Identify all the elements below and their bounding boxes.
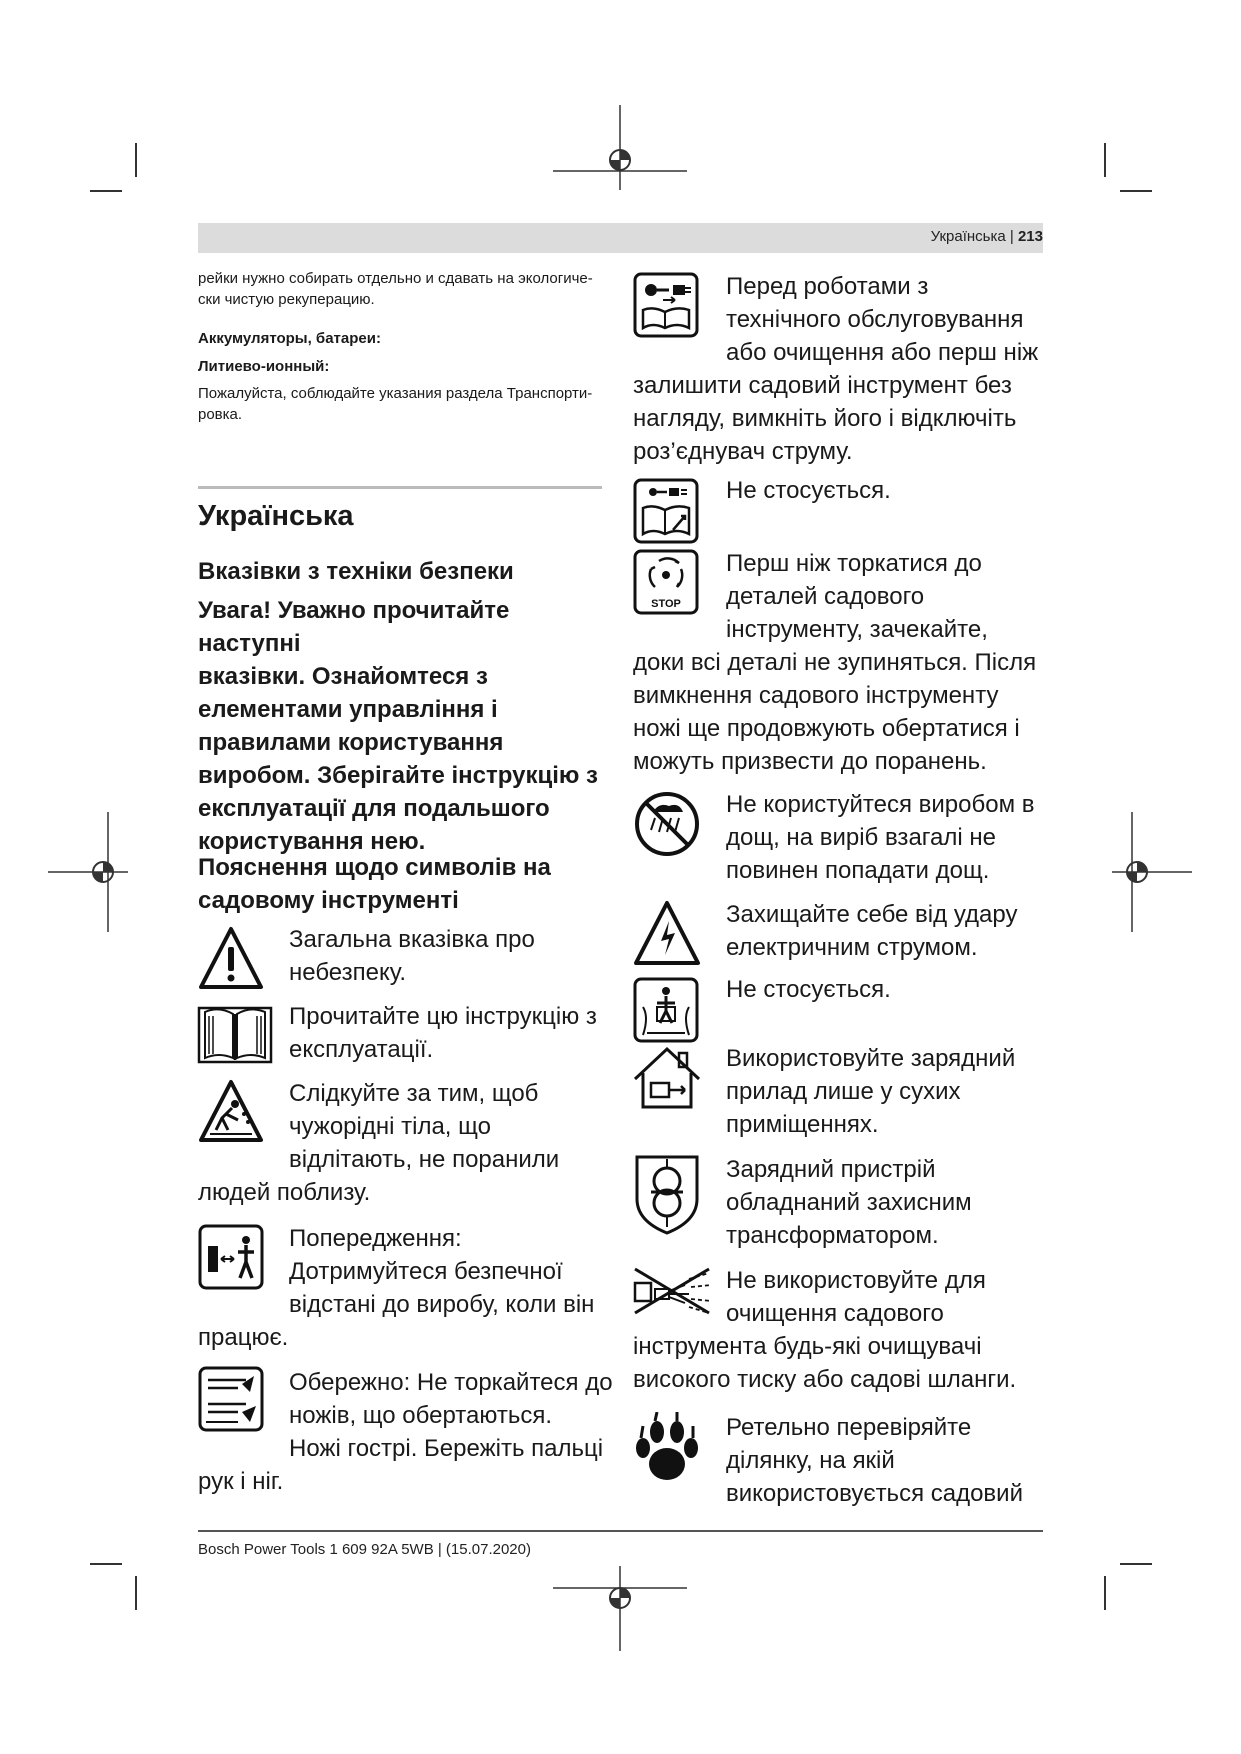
safety-transformer-icon xyxy=(631,1153,703,1235)
li-ion-heading: Литиево-ионный: xyxy=(198,358,330,375)
text-line: Увага! Уважно прочитайте наступні xyxy=(198,597,510,657)
text-line: високого тиску або садові шланги. xyxy=(633,1366,1017,1393)
operator-icon xyxy=(633,977,699,1043)
symbol-description-wrap xyxy=(633,1330,1053,1396)
text-line: Пожалуйста, соблюдайте указания раздела Транспорти- xyxy=(198,385,593,402)
text-line: виробом. Зберігайте інструкцію з xyxy=(198,762,598,789)
text-line: Пояснення щодо символів на xyxy=(198,854,551,881)
text-line: рейки нужно собирать отдельно и сдавать на экологиче- xyxy=(198,270,593,287)
text-line: обладнаний захисним xyxy=(726,1189,972,1216)
registration-mark-icon xyxy=(553,105,687,195)
registration-mark-icon xyxy=(553,1566,687,1656)
text-line: інструмента будь-які очищувачі xyxy=(633,1333,982,1360)
no-pressure-washer-icon xyxy=(631,1265,713,1317)
text-line: інструменту, зачекайте, xyxy=(726,616,988,643)
unplug-maintenance-icon xyxy=(633,272,699,338)
symbol-description xyxy=(289,1366,619,1465)
flying-objects-icon xyxy=(198,1078,264,1144)
text-line: правилами користування xyxy=(198,729,504,756)
text-line: Не користуйтеся виробом в xyxy=(726,791,1035,818)
electric-shock-icon xyxy=(633,899,701,967)
read-manual-icon xyxy=(197,1000,273,1066)
crop-mark xyxy=(1104,143,1106,177)
text-line: роз’єднувач струму. xyxy=(633,438,853,465)
text-line: прилад лише у сухих xyxy=(726,1078,961,1105)
text-line: Використовуйте зарядний xyxy=(726,1045,1016,1072)
warning-text xyxy=(198,594,618,858)
registration-mark-icon xyxy=(1112,812,1192,932)
text-line: Загальна вказівка про xyxy=(289,926,535,953)
text-line: експлуатації. xyxy=(289,1036,434,1063)
text-line: небезпеку. xyxy=(289,959,407,986)
page-header xyxy=(931,228,1043,245)
safe-distance-icon xyxy=(198,1224,264,1290)
text-line: експлуатації для подальшого xyxy=(198,795,550,822)
text-line: або очищення або перш ніж xyxy=(726,339,1039,366)
cable-manual-icon xyxy=(633,478,699,544)
symbol-description-wrap: рук і ніг. xyxy=(198,1468,284,1495)
no-rain-icon xyxy=(633,790,701,858)
crop-mark xyxy=(1120,190,1152,192)
symbol-description xyxy=(289,1222,619,1321)
intro-text xyxy=(198,268,608,310)
text-line: відлітають, не поранили xyxy=(289,1146,560,1173)
language-title: Українська xyxy=(198,500,354,532)
symbol-description: Не стосується. xyxy=(726,976,891,1003)
safety-heading: Вказівки з техніки безпеки xyxy=(198,558,514,585)
text-line: вказівки. Ознайомтеся з xyxy=(198,663,488,690)
text-line: ножів, що обертаються. xyxy=(289,1402,552,1429)
text-line: вимкнення садового інструменту xyxy=(633,682,999,709)
text-line: повинен попадати дощ. xyxy=(726,857,990,884)
text-line: залишити садовий інструмент без xyxy=(633,372,1012,399)
text-line: відстані до виробу, коли він xyxy=(289,1291,595,1318)
symbol-description xyxy=(726,1042,1046,1141)
crop-mark xyxy=(90,190,122,192)
symbol-description xyxy=(726,1264,1046,1330)
symbol-description xyxy=(726,1153,1046,1252)
text-line: очищення садового xyxy=(726,1300,944,1327)
li-ion-text xyxy=(198,383,608,425)
text-line: ски чистую рекуперацию. xyxy=(198,291,375,308)
symbol-description-wrap xyxy=(633,369,1053,468)
symbol-description xyxy=(289,1000,619,1066)
symbol-description-wrap: людей поблизу. xyxy=(198,1179,371,1206)
text-line: Ножі гострі. Бережіть пальці xyxy=(289,1435,604,1462)
text-line: приміщеннях. xyxy=(726,1111,879,1138)
text-line: можуть призвести до поранень. xyxy=(633,748,987,775)
text-line: Захищайте себе від удару xyxy=(726,901,1018,928)
symbol-description xyxy=(289,923,609,989)
text-line: ділянку, на якій xyxy=(726,1447,895,1474)
text-line: Перш ніж торкатися до xyxy=(726,550,982,577)
text-line: чужорідні тіла, що xyxy=(289,1113,491,1140)
text-line: доки всі деталі не зупиняться. Після xyxy=(633,649,1037,676)
crop-mark xyxy=(135,1576,137,1610)
text-line: Обережно: Не торкайтеся до xyxy=(289,1369,613,1396)
symbol-description xyxy=(289,1077,619,1176)
footer-divider xyxy=(198,1530,1043,1532)
symbol-description xyxy=(726,788,1046,887)
page-number: 213 xyxy=(1017,228,1043,245)
text-line: Ретельно перевіряйте xyxy=(726,1414,972,1441)
text-line: деталей садового xyxy=(726,583,925,610)
symbol-description xyxy=(726,547,1046,646)
crop-mark xyxy=(1120,1563,1152,1565)
symbol-description xyxy=(726,1411,1046,1510)
text-line: ровка. xyxy=(198,406,243,423)
page-footer: Bosch Power Tools 1 609 92A 5WB | (15.07.2020) xyxy=(198,1541,531,1558)
text-line: нагляду, вимкніть його і відключіть xyxy=(633,405,1017,432)
text-line: ножі ще продовжують обертатися і xyxy=(633,715,1020,742)
text-line: Дотримуйтеся безпечної xyxy=(289,1258,563,1285)
text-line: елементами управління і xyxy=(198,696,498,723)
section-divider xyxy=(198,486,602,489)
svg-text:STOP: STOP xyxy=(651,598,681,610)
animal-paw-icon xyxy=(631,1412,703,1488)
text-line: Зарядний пристрій xyxy=(726,1156,936,1183)
text-line: Прочитайте цю інструкцію з xyxy=(289,1003,597,1030)
indoor-charger-icon xyxy=(631,1043,703,1113)
text-line: використовується садовий xyxy=(726,1480,1023,1507)
text-line: трансформатором. xyxy=(726,1222,939,1249)
symbol-description-wrap: працює. xyxy=(198,1324,289,1351)
text-line: Перед роботами з xyxy=(726,273,929,300)
batteries-heading: Аккумуляторы, батареи: xyxy=(198,330,381,347)
text-line: Слідкуйте за тим, щоб xyxy=(289,1080,539,1107)
symbol-description xyxy=(726,270,1046,369)
page-header-bar xyxy=(198,223,1043,253)
text-line: технічного обслуговування xyxy=(726,306,1024,333)
crop-mark xyxy=(90,1563,122,1565)
stop-wait-icon xyxy=(633,549,699,615)
text-line: електричним струмом. xyxy=(726,934,978,961)
crop-mark xyxy=(135,143,137,177)
text-line: дощ, на виріб взагалі не xyxy=(726,824,996,851)
text-line: Попередження: xyxy=(289,1225,462,1252)
text-line: Не використовуйте для xyxy=(726,1267,986,1294)
text-line: садовому інструменті xyxy=(198,887,459,914)
crop-mark xyxy=(1104,1576,1106,1610)
text-line: користування нею. xyxy=(198,828,426,855)
symbol-description-wrap xyxy=(633,646,1053,778)
warning-triangle-icon xyxy=(198,925,264,991)
rotating-blades-icon xyxy=(198,1366,264,1432)
symbol-description: Не стосується. xyxy=(726,477,891,504)
symbols-heading xyxy=(198,851,618,917)
header-separator: | xyxy=(1009,228,1014,245)
registration-mark-icon xyxy=(48,812,128,932)
header-section: Українська xyxy=(930,228,1006,245)
symbol-description xyxy=(726,898,1046,964)
